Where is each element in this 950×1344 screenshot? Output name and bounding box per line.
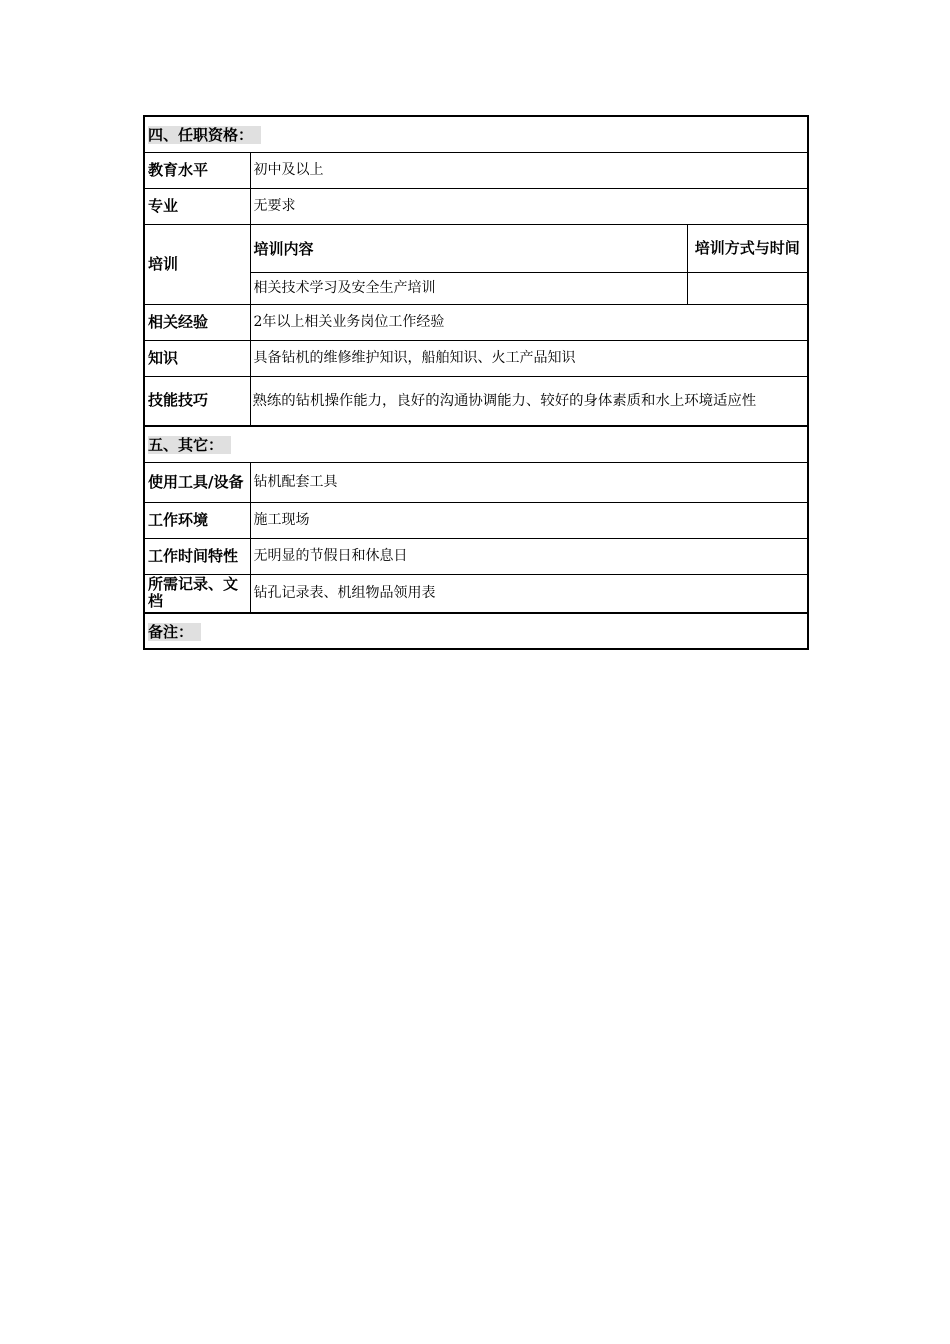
training-content-header: 培训内容 <box>250 224 687 272</box>
remarks-cell <box>144 613 808 649</box>
remarks-row <box>144 613 808 649</box>
training-label: 培训 <box>144 224 250 304</box>
experience-value: 2年以上相关业务岗位工作经验 <box>250 304 808 340</box>
records-label: 所需记录、文档 <box>144 574 250 613</box>
section5-header-row <box>144 426 808 462</box>
education-label: 教育水平 <box>144 152 250 188</box>
skills-label: 技能技巧 <box>144 376 250 426</box>
work-time-row <box>144 538 808 574</box>
training-method-header: 培训方式与时间 <box>687 224 808 272</box>
tools-value: 钻机配套工具 <box>250 462 808 502</box>
environment-value: 施工现场 <box>250 502 808 538</box>
tools-label: 使用工具/设备 <box>144 462 250 502</box>
knowledge-value: 具备钻机的维修维护知识，船舶知识、火工产品知识 <box>250 340 808 376</box>
training-content-value: 相关技术学习及安全生产培训 <box>250 272 687 304</box>
tools-row <box>144 462 808 502</box>
records-row <box>144 574 808 613</box>
environment-label: 工作环境 <box>144 502 250 538</box>
work-time-value: 无明显的节假日和休息日 <box>250 538 808 574</box>
skills-row <box>144 376 808 426</box>
major-row <box>144 188 808 224</box>
section4-header-row <box>144 116 808 152</box>
major-value: 无要求 <box>250 188 808 224</box>
section5-title: 五、其它： <box>148 436 231 454</box>
job-requirements-table <box>143 115 809 650</box>
skills-value: 熟练的钻机操作能力，良好的沟通协调能力、较好的身体素质和水上环境适应性 <box>250 376 808 426</box>
education-row <box>144 152 808 188</box>
work-time-label: 工作时间特性 <box>144 538 250 574</box>
major-label: 专业 <box>144 188 250 224</box>
knowledge-label: 知识 <box>144 340 250 376</box>
experience-label: 相关经验 <box>144 304 250 340</box>
experience-row <box>144 304 808 340</box>
records-value: 钻孔记录表、机组物品领用表 <box>250 574 808 613</box>
section5-title-cell <box>144 426 808 462</box>
environment-row <box>144 502 808 538</box>
training-method-value <box>687 272 808 304</box>
knowledge-row <box>144 340 808 376</box>
training-header-row <box>144 224 808 272</box>
section4-title: 四、任职资格： <box>148 126 261 144</box>
remarks-label: 备注： <box>148 623 201 641</box>
education-value: 初中及以上 <box>250 152 808 188</box>
section4-title-cell <box>144 116 808 152</box>
